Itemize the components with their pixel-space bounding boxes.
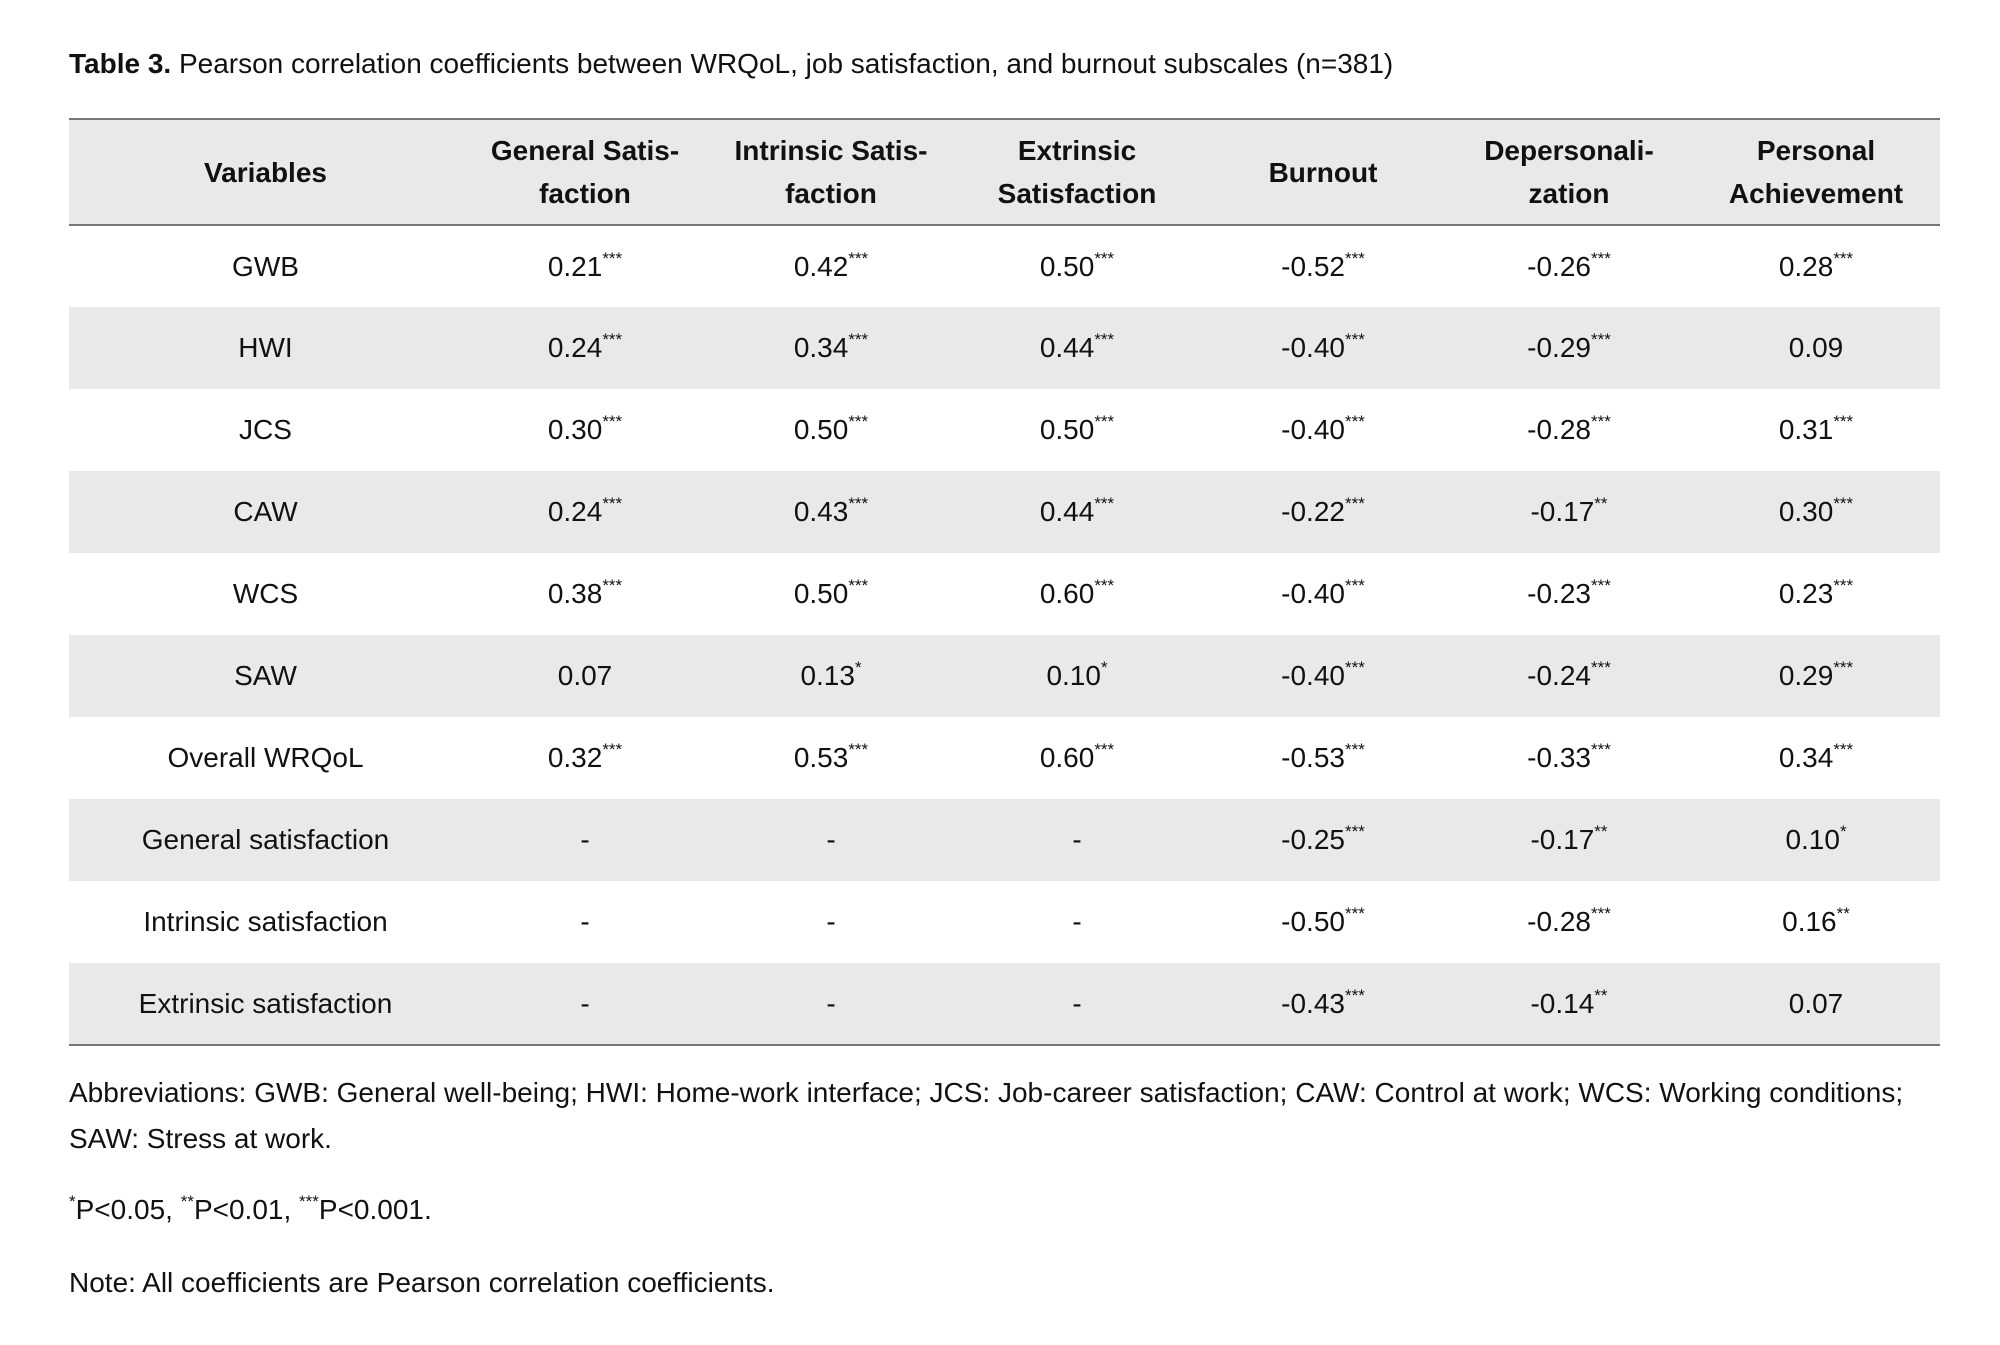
table-cell: [1200, 307, 1446, 389]
column-header-line: faction: [785, 178, 877, 209]
significance-marker: ***: [1344, 576, 1365, 595]
cell-value: -0.25: [1281, 824, 1345, 855]
cell-value: -: [580, 906, 590, 937]
table-cell: [1446, 307, 1692, 389]
cell-value: 0.50: [793, 414, 849, 445]
table-cell: [462, 307, 708, 389]
cell-value: 0.10: [1785, 824, 1840, 855]
table-cell: [954, 635, 1200, 717]
cell-value: -: [1072, 824, 1082, 855]
table-cell: [1692, 963, 1940, 1045]
table-cell: [1692, 881, 1940, 963]
table-cell: [954, 225, 1200, 307]
cell-value: 0.60: [1039, 578, 1095, 609]
cell-value: -0.43: [1281, 987, 1345, 1019]
row-label: Intrinsic satisfaction: [143, 906, 388, 937]
table-cell: [1692, 635, 1940, 717]
significance-marker: ***: [1344, 494, 1365, 513]
table-cell: [462, 389, 708, 471]
table-cell: [708, 307, 954, 389]
table-cell: [1446, 471, 1692, 553]
table-cell: [1692, 553, 1940, 635]
significance-marker: ***: [602, 248, 623, 268]
column-header: [1692, 119, 1940, 225]
significance-marker: ***: [1833, 494, 1854, 513]
row-label: HWI: [238, 332, 293, 363]
cell-value: 0.16: [1782, 906, 1837, 937]
column-header-line: Achievement: [1728, 178, 1904, 209]
significance-marker: ***: [1094, 494, 1115, 513]
cell-value: -0.28: [1527, 906, 1591, 937]
significance-marker: ***: [1344, 904, 1365, 923]
cell-value: -: [826, 906, 836, 937]
table-cell: [1692, 799, 1940, 881]
table-header: [69, 119, 1940, 225]
table-cell: [1446, 553, 1692, 635]
table-row: [69, 635, 1940, 717]
significance-marker: ***: [1344, 248, 1365, 268]
correlation-table: [69, 118, 1940, 1046]
table-row: [69, 553, 1940, 635]
cell-value: 0.07: [557, 660, 613, 691]
cell-value: 0.43: [793, 496, 849, 527]
table-cell: [1200, 225, 1446, 307]
cell-value: 0.34: [1778, 742, 1834, 773]
table-cell: [462, 635, 708, 717]
abbreviations-note: Abbreviations: GWB: General well-being; HWI: Home-work interface; JCS: Job-career satisfaction; CAW: Control at work; WCS: Working conditions; SAW: Stress at work.: [69, 1077, 1904, 1154]
significance-marker: **: [1836, 904, 1850, 923]
significance-marker: ***: [602, 576, 623, 595]
cell-value: 0.38: [547, 578, 603, 609]
significance-marker: ***: [1833, 740, 1854, 759]
significance-marker: ***: [602, 330, 623, 349]
table-cell: [462, 963, 708, 1045]
significance-marker: ***: [1833, 576, 1854, 595]
significance-text: P<0.05,: [75, 1194, 181, 1225]
table-caption: [69, 44, 1393, 84]
table-cell: [1692, 307, 1940, 389]
significance-marker: ***: [1590, 576, 1611, 595]
cell-value: 0.10: [1046, 660, 1101, 691]
significance-marker: ***: [848, 412, 869, 431]
cell-value: -0.52: [1281, 250, 1345, 282]
table-cell: [708, 963, 954, 1045]
significance-marker: ***: [602, 412, 623, 431]
column-header-line: Personal: [1756, 135, 1876, 166]
table-cell: [708, 225, 954, 307]
significance-marker: ***: [1590, 740, 1611, 759]
table-row: [69, 307, 1940, 389]
row-label: GWB: [232, 250, 299, 282]
cell-value: -0.14: [1530, 987, 1595, 1019]
table-cell: [954, 881, 1200, 963]
table-cell: [1446, 389, 1692, 471]
significance-marker: ***: [1344, 985, 1365, 1005]
column-header-line: Satisfaction: [997, 178, 1157, 209]
significance-marker: *: [1100, 658, 1108, 677]
significance-marker: ***: [1833, 658, 1854, 677]
significance-marker: ***: [1344, 658, 1365, 677]
cell-value: 0.29: [1778, 660, 1834, 691]
significance-marker: ***: [1094, 576, 1115, 595]
significance-marker: ***: [1344, 822, 1365, 841]
cell-value: -0.40: [1281, 414, 1345, 445]
significance-marker: ***: [602, 494, 623, 513]
cell-value: 0.21: [547, 250, 603, 282]
significance-marker: ***: [1833, 412, 1854, 431]
significance-marker: ***: [1094, 330, 1115, 349]
cell-value: 0.50: [1039, 250, 1095, 282]
table-cell: [1692, 389, 1940, 471]
significance-marker: ***: [1094, 248, 1115, 268]
table-cell: [462, 225, 708, 307]
cell-value: -0.40: [1281, 578, 1345, 609]
cell-value: -: [1072, 906, 1082, 937]
cell-value: -: [580, 987, 590, 1019]
significance-marker: ***: [1344, 740, 1365, 759]
table-cell: [1692, 225, 1940, 307]
significance-marker: ***: [1590, 904, 1611, 923]
table-cell: [1446, 717, 1692, 799]
row-label: JCS: [239, 414, 292, 445]
cell-value: 0.34: [793, 332, 849, 363]
cell-value: -0.17: [1530, 496, 1595, 527]
table-cell: [1446, 635, 1692, 717]
column-header: [1200, 119, 1446, 225]
cell-value: -: [580, 824, 590, 855]
significance-marker: **: [1594, 985, 1608, 1005]
cell-value: 0.31: [1778, 414, 1834, 445]
column-header: [708, 119, 954, 225]
table-cell: [1200, 881, 1446, 963]
cell-value: 0.42: [793, 250, 849, 282]
table-row: [69, 717, 1940, 799]
cell-value: 0.13: [800, 660, 855, 691]
row-label: CAW: [233, 496, 298, 527]
significance-marker: ***: [1590, 412, 1611, 431]
cell-value: -0.29: [1527, 332, 1591, 363]
column-header-line: General Satis-: [490, 135, 680, 166]
cell-value: -0.33: [1527, 742, 1591, 773]
cell-value: 0.30: [1778, 496, 1834, 527]
table-cell: [708, 389, 954, 471]
significance-symbol: *: [69, 1192, 76, 1211]
significance-marker: ***: [1590, 248, 1611, 268]
cell-value: -0.53: [1281, 742, 1345, 773]
cell-value: 0.44: [1039, 332, 1095, 363]
significance-marker: ***: [848, 576, 869, 595]
row-label: WCS: [232, 578, 299, 609]
significance-marker: **: [1594, 494, 1608, 513]
table-cell: [1692, 717, 1940, 799]
table-cell: [954, 471, 1200, 553]
table-cell: [462, 881, 708, 963]
table-cell: [1200, 553, 1446, 635]
column-header-line: Extrinsic: [1017, 135, 1137, 166]
cell-value: -0.50: [1281, 906, 1345, 937]
cell-value: -0.17: [1530, 824, 1595, 855]
significance-symbol: ***: [299, 1192, 319, 1211]
significance-marker: ***: [1344, 330, 1365, 349]
table-row: [69, 225, 1940, 307]
cell-value: -: [826, 824, 836, 855]
cell-value: 0.53: [793, 742, 849, 773]
significance-marker: ***: [1344, 412, 1365, 431]
table-cell: [462, 717, 708, 799]
cell-value: 0.44: [1039, 496, 1095, 527]
cell-value: 0.24: [547, 332, 603, 363]
table-cell: [1446, 799, 1692, 881]
significance-marker: *: [854, 658, 862, 677]
significance-symbol: **: [180, 1192, 194, 1211]
table-cell: [1692, 471, 1940, 553]
cell-value: -0.28: [1527, 414, 1591, 445]
table-cell: [1200, 635, 1446, 717]
cell-value: -0.40: [1281, 332, 1345, 363]
table-cell: [1200, 389, 1446, 471]
row-label: SAW: [234, 660, 297, 691]
cell-value: 0.60: [1039, 742, 1095, 773]
table-cell: [1200, 963, 1446, 1045]
table-cell: [462, 553, 708, 635]
significance-marker: ***: [848, 494, 869, 513]
table-cell: [462, 799, 708, 881]
significance-marker: ***: [848, 248, 869, 268]
cell-value: 0.32: [547, 742, 603, 773]
column-header: [462, 119, 708, 225]
cell-value: -0.26: [1527, 250, 1591, 282]
table-cell: [708, 471, 954, 553]
table-cell: [954, 717, 1200, 799]
significance-text: P<0.001.: [318, 1194, 432, 1225]
significance-marker: ***: [602, 740, 623, 759]
column-header: [1446, 119, 1692, 225]
significance-marker: **: [1594, 822, 1608, 841]
table-cell: [1446, 881, 1692, 963]
cell-value: -0.22: [1281, 496, 1345, 527]
table-row: [69, 471, 1940, 553]
column-header-line: zation: [1528, 178, 1610, 209]
significance-note: [69, 1187, 1949, 1233]
table-cell: [954, 799, 1200, 881]
significance-marker: ***: [1094, 740, 1115, 759]
table-cell: [954, 963, 1200, 1045]
cell-value: 0.07: [1788, 987, 1844, 1019]
significance-marker: *: [1839, 822, 1847, 841]
table-cell: [1446, 225, 1692, 307]
column-header-line: Variables: [204, 156, 327, 188]
significance-marker: ***: [1833, 248, 1854, 268]
table-row: [69, 799, 1940, 881]
cell-value: 0.23: [1778, 578, 1834, 609]
table-cell: [1200, 471, 1446, 553]
table-row: [69, 881, 1940, 963]
column-header-line: faction: [539, 178, 631, 209]
column-header-line: Burnout: [1268, 156, 1378, 188]
general-note: Note: All coefficients are Pearson correlation coefficients.: [69, 1267, 775, 1298]
cell-value: 0.28: [1778, 250, 1834, 282]
cell-value: 0.09: [1788, 332, 1844, 363]
header-row: [69, 119, 1940, 225]
cell-value: 0.30: [547, 414, 603, 445]
row-label: General satisfaction: [141, 824, 390, 855]
table-row: [69, 963, 1940, 1045]
table-row: [69, 389, 1940, 471]
table-cell: [708, 635, 954, 717]
cell-value: -0.40: [1281, 660, 1345, 691]
significance-text: P<0.01,: [193, 1194, 300, 1225]
significance-marker: ***: [1094, 412, 1115, 431]
cell-value: -0.23: [1527, 578, 1591, 609]
significance-marker: ***: [1590, 658, 1611, 677]
table-cell: [954, 553, 1200, 635]
significance-marker: ***: [1590, 330, 1611, 349]
cell-value: 0.24: [547, 496, 603, 527]
cell-value: -: [1072, 987, 1082, 1019]
table-cell: [1446, 963, 1692, 1045]
cell-value: -: [826, 987, 836, 1019]
row-label: Overall WRQoL: [167, 742, 364, 773]
cell-value: 0.50: [793, 578, 849, 609]
table-cell: [708, 553, 954, 635]
column-header-line: Depersonali-: [1484, 135, 1654, 166]
table-cell: [462, 471, 708, 553]
row-label: Extrinsic satisfaction: [138, 987, 393, 1019]
column-header: [69, 119, 462, 225]
table-cell: [954, 307, 1200, 389]
cell-value: 0.50: [1039, 414, 1095, 445]
table-cell: [708, 717, 954, 799]
column-header-line: Intrinsic Satis-: [734, 135, 928, 166]
table-cell: [1200, 717, 1446, 799]
table-cell: [708, 799, 954, 881]
table-body: [69, 225, 1940, 1045]
column-header: [954, 119, 1200, 225]
cell-value: -0.24: [1527, 660, 1591, 691]
table-cell: [708, 881, 954, 963]
table-cell: [1200, 799, 1446, 881]
table-caption-label: Table 3.: [69, 48, 172, 79]
table-caption-text: Pearson correlation coefficients between WRQoL, job satisfaction, and burnout subscales (n=381): [171, 48, 1394, 79]
significance-marker: ***: [848, 330, 869, 349]
table-cell: [954, 389, 1200, 471]
significance-marker: ***: [848, 740, 869, 759]
